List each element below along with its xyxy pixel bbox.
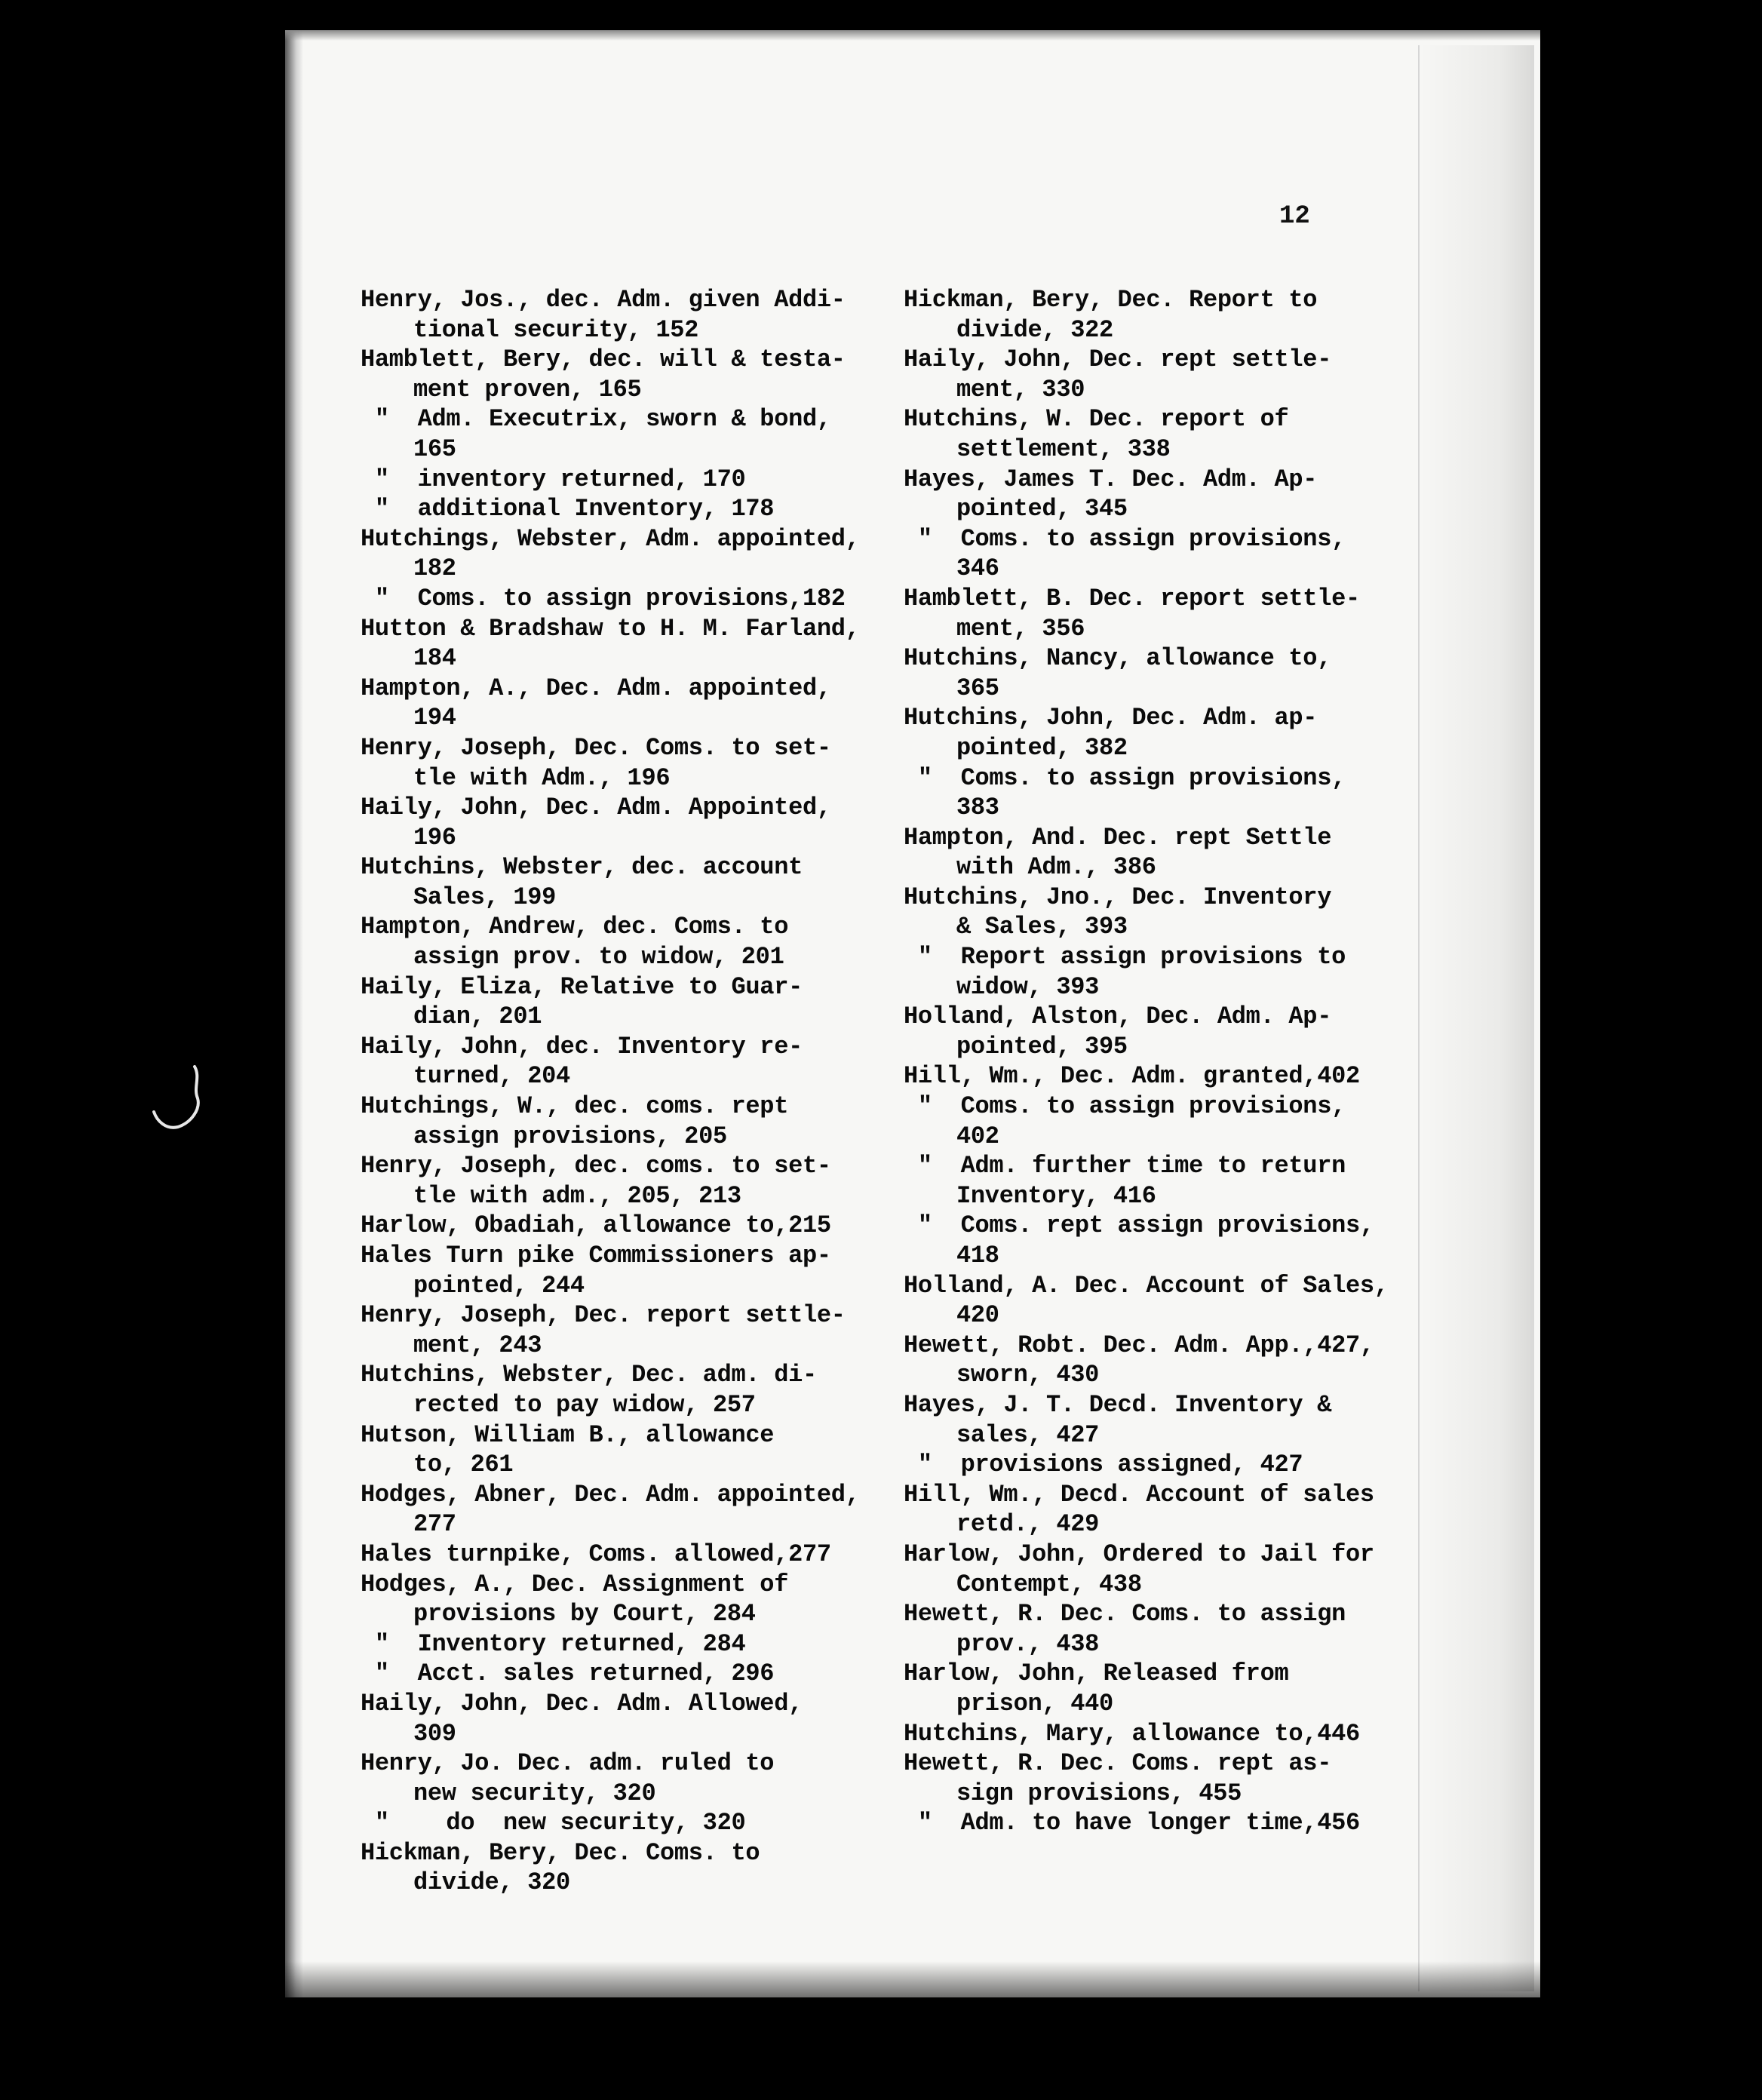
index-entry-line: Inventory, 416 bbox=[956, 1181, 1156, 1210]
index-entry-line: retd., 429 bbox=[956, 1510, 1100, 1539]
index-entry-line: ment, 243 bbox=[413, 1331, 542, 1359]
index-entry-line: Hutchins, Mary, allowance to,446 bbox=[904, 1719, 1360, 1748]
index-entry-line: provisions by Court, 284 bbox=[413, 1600, 756, 1629]
index-entry-line: pointed, 395 bbox=[956, 1032, 1128, 1061]
index-entry-line: Haily, Eliza, Relative to Guar- bbox=[361, 972, 803, 1001]
index-entry-line: Harlow, Obadiah, allowance to,215 bbox=[361, 1211, 831, 1240]
index-entry-line: Henry, Jos., dec. Adm. given Addi- bbox=[361, 286, 846, 314]
index-entry-line: Henry, Joseph, dec. coms. to set- bbox=[361, 1152, 831, 1180]
index-entry-line: Hewett, R. Dec. Coms. to assign bbox=[904, 1600, 1346, 1629]
index-entry-line: Hickman, Bery, Dec. Report to bbox=[904, 286, 1318, 314]
index-entry-line: Hill, Wm., Decd. Account of sales bbox=[904, 1480, 1374, 1509]
index-entry-line: " provisions assigned, 427 bbox=[904, 1451, 1303, 1479]
margin-scratch-mark bbox=[148, 1062, 208, 1138]
index-entry-line: sales, 427 bbox=[956, 1420, 1100, 1449]
index-entry-line: Hutton & Bradshaw to H. M. Farland, bbox=[361, 614, 860, 643]
index-entry-line: pointed, 345 bbox=[956, 495, 1128, 523]
index-entry-line: prison, 440 bbox=[956, 1689, 1113, 1718]
index-entry-line: 346 bbox=[956, 554, 999, 583]
page-number: 12 bbox=[1279, 202, 1310, 231]
index-entry-line: Henry, Jo. Dec. adm. ruled to bbox=[361, 1749, 775, 1778]
index-entry-line: Holland, A. Dec. Account of Sales, bbox=[904, 1271, 1389, 1300]
index-entry-line: tional security, 152 bbox=[413, 315, 699, 344]
index-entry-line: assign provisions, 205 bbox=[413, 1122, 727, 1150]
index-entry-line: Hutchins, Webster, Dec. adm. di- bbox=[361, 1361, 817, 1389]
index-entry-line: Hayes, James T. Dec. Adm. Ap- bbox=[904, 465, 1318, 493]
index-entry-line: 196 bbox=[413, 823, 456, 852]
index-entry-line: prov., 438 bbox=[956, 1629, 1100, 1658]
index-entry-line: Hutchins, John, Dec. Adm. ap- bbox=[904, 704, 1318, 732]
index-entry-line: Hutson, William B., allowance bbox=[361, 1420, 775, 1449]
index-entry-line: 365 bbox=[956, 674, 999, 702]
index-entry-line: Haily, John, Dec. rept settle- bbox=[904, 345, 1332, 374]
index-entry-line: " Coms. rept assign provisions, bbox=[904, 1211, 1374, 1240]
index-column-left bbox=[361, 285, 860, 1898]
index-entry-line: Hodges, A., Dec. Assignment of bbox=[361, 1570, 789, 1598]
index-entry-line: turned, 204 bbox=[413, 1062, 570, 1091]
index-entry-line: pointed, 244 bbox=[413, 1271, 585, 1300]
index-entry-line: Haily, John, Dec. Adm. Appointed, bbox=[361, 794, 831, 822]
index-entry-line: Haily, John, Dec. Adm. Allowed, bbox=[361, 1689, 803, 1718]
index-entry-line: " Coms. to assign provisions, bbox=[904, 763, 1346, 792]
index-entry-line: Hutchins, Jno., Dec. Inventory bbox=[904, 883, 1332, 911]
index-entry-line: Hayes, J. T. Decd. Inventory & bbox=[904, 1390, 1332, 1419]
index-entry-line: sign provisions, 455 bbox=[956, 1779, 1242, 1807]
index-entry-line: Harlow, John, Ordered to Jail for bbox=[904, 1540, 1374, 1568]
index-entry-line: 402 bbox=[956, 1122, 999, 1150]
index-entry-line: Hewett, Robt. Dec. Adm. App.,427, bbox=[904, 1331, 1374, 1359]
index-entry-line: assign prov. to widow, 201 bbox=[413, 943, 784, 972]
index-entry-line: ment, 356 bbox=[956, 614, 1085, 643]
index-entry-line: Hodges, Abner, Dec. Adm. appointed, bbox=[361, 1480, 860, 1509]
index-entry-line: 277 bbox=[413, 1510, 456, 1539]
index-entry-line: Hampton, A., Dec. Adm. appointed, bbox=[361, 674, 831, 702]
bottom-edge-shadow bbox=[285, 1961, 1540, 1997]
index-entry-line: ment proven, 165 bbox=[413, 375, 642, 404]
index-entry-line: Henry, Joseph, Dec. report settle- bbox=[361, 1301, 846, 1330]
page-fold-edge bbox=[1418, 45, 1534, 1991]
index-entry-line: tle with Adm., 196 bbox=[413, 763, 671, 792]
index-entry-line: tle with adm., 205, 213 bbox=[413, 1181, 741, 1210]
index-entry-line: " Coms. to assign provisions,182 bbox=[361, 584, 846, 612]
index-entry-line: Sales, 199 bbox=[413, 883, 557, 911]
index-entry-line: Hampton, And. Dec. rept Settle bbox=[904, 823, 1332, 852]
index-entry-line: 420 bbox=[956, 1301, 999, 1330]
index-entry-line: divide, 320 bbox=[413, 1868, 570, 1897]
index-entry-line: " Coms. to assign provisions, bbox=[904, 524, 1346, 553]
index-entry-line: Hutchings, Webster, Adm. appointed, bbox=[361, 524, 860, 553]
index-entry-line: Holland, Alston, Dec. Adm. Ap- bbox=[904, 1002, 1332, 1031]
index-column-right bbox=[904, 285, 1389, 1838]
index-entry-line: " Adm. Executrix, sworn & bond, bbox=[361, 405, 831, 434]
index-entry-line: ment, 330 bbox=[956, 375, 1085, 404]
index-entry-line: " Acct. sales returned, 296 bbox=[361, 1659, 775, 1688]
index-entry-line: divide, 322 bbox=[956, 315, 1113, 344]
index-entry-line: " Inventory returned, 284 bbox=[361, 1629, 746, 1658]
index-entry-line: " inventory returned, 170 bbox=[361, 465, 746, 493]
binding-shadow bbox=[285, 30, 303, 1997]
index-entry-line: 418 bbox=[956, 1242, 999, 1270]
index-entry-line: sworn, 430 bbox=[956, 1361, 1100, 1389]
index-entry-line: 165 bbox=[413, 434, 456, 463]
index-entry-line: Contempt, 438 bbox=[956, 1570, 1142, 1598]
index-entry-line: " Adm. further time to return bbox=[904, 1152, 1346, 1180]
index-entry-line: Hutchins, Webster, dec. account bbox=[361, 853, 803, 882]
index-entry-line: dian, 201 bbox=[413, 1002, 542, 1031]
index-entry-line: pointed, 382 bbox=[956, 733, 1128, 762]
index-entry-line: 182 bbox=[413, 554, 456, 583]
index-entry-line: rected to pay widow, 257 bbox=[413, 1390, 756, 1419]
index-entry-line: " do new security, 320 bbox=[361, 1809, 746, 1838]
index-entry-line: Hamblett, B. Dec. report settle- bbox=[904, 584, 1360, 612]
top-edge-shadow bbox=[285, 30, 1540, 41]
index-entry-line: with Adm., 386 bbox=[956, 853, 1156, 882]
index-entry-line: Hutchins, W. Dec. report of bbox=[904, 405, 1289, 434]
index-entry-line: 383 bbox=[956, 794, 999, 822]
index-entry-line: Hampton, Andrew, dec. Coms. to bbox=[361, 913, 789, 941]
index-entry-line: " Report assign provisions to bbox=[904, 943, 1346, 972]
index-entry-line: " Adm. to have longer time,456 bbox=[904, 1809, 1360, 1838]
index-entry-line: " additional Inventory, 178 bbox=[361, 495, 775, 523]
index-entry-line: Hales turnpike, Coms. allowed,277 bbox=[361, 1540, 831, 1568]
index-entry-line: Hewett, R. Dec. Coms. rept as- bbox=[904, 1749, 1332, 1778]
index-entry-line: new security, 320 bbox=[413, 1779, 656, 1807]
index-entry-line: Henry, Joseph, Dec. Coms. to set- bbox=[361, 733, 831, 762]
index-entry-line: 184 bbox=[413, 644, 456, 673]
index-entry-line: to, 261 bbox=[413, 1451, 514, 1479]
index-entry-line: & Sales, 393 bbox=[956, 913, 1128, 941]
index-entry-line: Hamblett, Bery, dec. will & testa- bbox=[361, 345, 846, 374]
index-entry-line: " Coms. to assign provisions, bbox=[904, 1092, 1346, 1121]
index-entry-line: Hill, Wm., Dec. Adm. granted,402 bbox=[904, 1062, 1360, 1091]
index-entry-line: 309 bbox=[413, 1719, 456, 1748]
index-entry-line: Hickman, Bery, Dec. Coms. to bbox=[361, 1838, 760, 1867]
index-entry-line: Hutchins, Nancy, allowance to, bbox=[904, 644, 1332, 673]
index-entry-line: Hales Turn pike Commissioners ap- bbox=[361, 1242, 831, 1270]
index-entry-line: widow, 393 bbox=[956, 972, 1100, 1001]
index-entry-line: Harlow, John, Released from bbox=[904, 1659, 1289, 1688]
index-entry-line: settlement, 338 bbox=[956, 434, 1171, 463]
index-entry-line: Hutchings, W., dec. coms. rept bbox=[361, 1092, 789, 1121]
index-entry-line: Haily, John, dec. Inventory re- bbox=[361, 1032, 803, 1061]
index-entry-line: 194 bbox=[413, 704, 456, 732]
